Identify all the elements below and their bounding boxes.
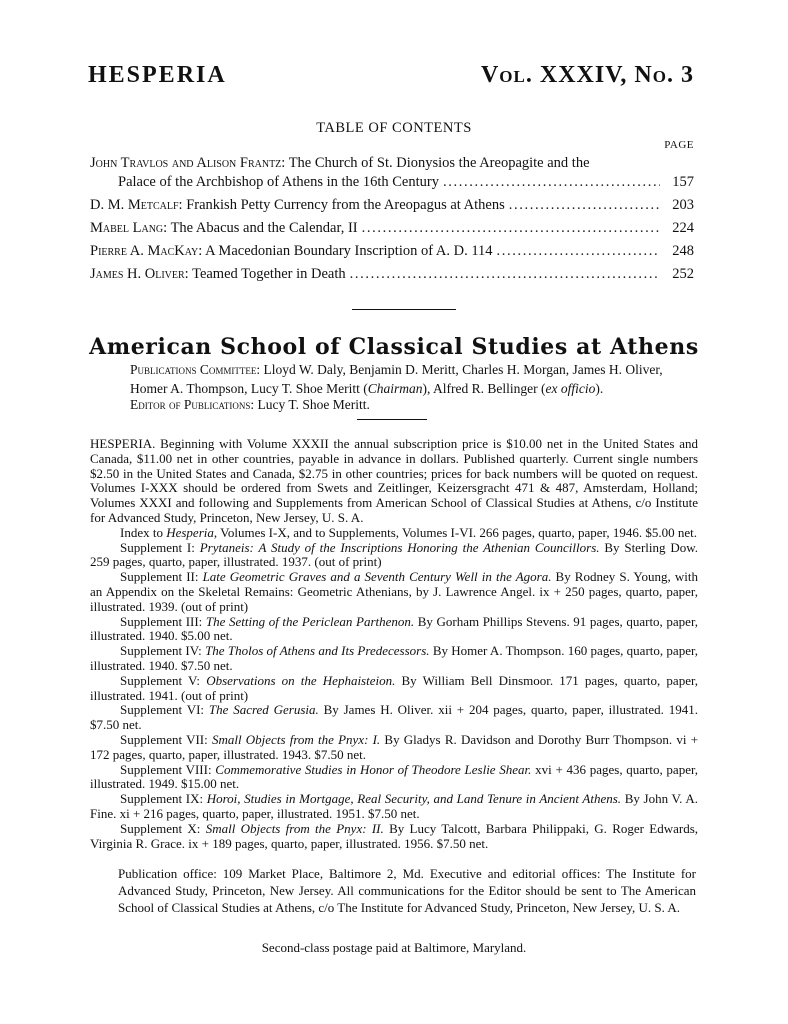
- supplement-item[interactable]: Supplement IX: Horoi, Studies in Mortgage, Real Security, and Land Tenure in Ancient Athens. By John V. A. Fine. xi + 216 pages, quarto, paper, illustrated. 1951. $7.50 net.: [90, 791, 698, 821]
- toc-entry[interactable]: [90, 219, 694, 238]
- toc-leader: [362, 219, 660, 238]
- toc-leader: [509, 196, 660, 215]
- toc-article-title: Frankish Petty Currency from the Areopagus at Athens: [186, 197, 505, 213]
- toc-author: Pierre A. MacKay:: [90, 243, 203, 259]
- committee-members-cont: ), Alfred R. Bellinger (: [422, 381, 546, 396]
- volume-number: Vol. XXXIV, No. 3: [480, 62, 694, 88]
- toc-author: D. M. Metcalf:: [90, 197, 183, 213]
- postage-note: Second-class postage paid at Baltimore, Maryland.: [261, 940, 527, 955]
- toc-author: James H. Oliver:: [90, 266, 189, 282]
- toc-article-title: Teamed Together in Death: [192, 266, 346, 282]
- divider: [357, 419, 427, 420]
- toc-author: Mabel Lang:: [90, 220, 168, 236]
- subscription-paragraph: HESPERIA. Beginning with Volume XXXII the annual subscription price is $10.00 net in the United States and Canada, $11.00 net in other countries, payable in advance in dollars. Published quarterly. Current single numbers $2.50 in the United States and Canada, $2.75 in other countries; prices for back numbers will be quoted on request. Volumes I-XXX should be ordered from Swets and Zeitlinger, Keizersgracht 471 & 487, Amsterdam, Holland; Volumes XXXI and following and Supplements from American School of Classical Studies at Athens, c/o Institute for Advanced Study, Princeton, New Jersey, U. S. A.: [90, 436, 698, 525]
- toc-page-number: 203: [672, 197, 694, 213]
- supplement-item[interactable]: Supplement I: Prytaneis: A Study of the Inscriptions Honoring the Athenian Councillors. By Sterling Dow. 259 pages, quarto, paper, illustrated. 1937. (out of print): [90, 539, 699, 570]
- toc-article-title: A Macedonian Boundary Inscription of A. D. 114: [205, 243, 493, 259]
- society-name: American School of Classical Studies at Athens: [89, 334, 699, 360]
- toc-page-label: PAGE: [664, 139, 694, 151]
- table-of-contents: [90, 154, 694, 288]
- editor-line: [130, 395, 690, 414]
- publications-committee: [130, 360, 680, 398]
- divider: [352, 309, 456, 310]
- index-paragraph: Index to Hesperia, Volumes I-X, and to Supplements, Volumes I-VI. 266 pages, quarto, paper, 1946. $5.00 net.: [120, 524, 697, 540]
- toc-page-number: 252: [672, 266, 694, 282]
- publication-office: Publication office: 109 Market Place, Baltimore 2, Md. Executive and editorial offices: The Institute for Advanced Study, Princeton, New Jersey. All communications for the Editor should be sent to The American School of Classical Studies at Athens, c/o The Institute for Advanced Study, Princeton, New Jersey, U. S. A.: [118, 866, 696, 915]
- committee-members-end: ).: [595, 381, 604, 396]
- supplement-item[interactable]: Supplement V: Observations on the Hephaisteion. By William Bell Dinsmoor. 171 pages, quarto, paper, illustrated. 1941. (out of print): [90, 672, 699, 703]
- toc-title: TABLE OF CONTENTS: [316, 120, 472, 136]
- ex-officio-note: ex officio: [545, 381, 596, 396]
- editor-name: Lucy T. Shoe Meritt.: [257, 397, 370, 412]
- supplement-item[interactable]: Supplement VII: Small Objects from the Pnyx: I. By Gladys R. Davidson and Dorothy Burr Thompson. vi + 172 pages, quarto, paper, illustrated. 1943. $7.50 net.: [90, 731, 699, 762]
- supplement-item[interactable]: Supplement X: Small Objects from the Pnyx: II. By Lucy Talcott, Barbara Philippaki, G. Roger Edwards, Virginia R. Grace. ix + 189 pages, quarto, paper, illustrated. 1956. $7.50 net.: [90, 820, 699, 851]
- committee-label: Publications Committee:: [130, 362, 261, 377]
- supplement-item[interactable]: Supplement III: The Setting of the Periclean Parthenon. By Gorham Phillips Stevens. 91 pages, quarto, paper, illustrated. 1940. $5.00 net.: [90, 613, 698, 644]
- toc-article-title: The Church of St. Dionysios the Areopagite and the: [288, 155, 590, 171]
- editor-label: Editor of Publications:: [130, 397, 255, 412]
- toc-leader: [350, 265, 660, 284]
- toc-page-number: 248: [672, 243, 694, 259]
- chairman-note: Chairman: [367, 381, 423, 396]
- supplement-item[interactable]: Supplement IV: The Tholos of Athens and Its Predecessors. By Homer A. Thompson. 160 pages, quarto, paper, illustrated. 1940. $7.50 net.: [90, 643, 699, 673]
- toc-leader: [497, 242, 660, 261]
- journal-title: HESPERIA: [88, 62, 227, 88]
- toc-leader: [443, 173, 660, 192]
- toc-entry[interactable]: [90, 242, 694, 261]
- supplement-item[interactable]: Supplement II: Late Geometric Graves and a Seventh Century Well in the Agora. By Rodney S. Young, with an Appendix on the Skeletal Remains: Geometric Athenians, by J. Lawrence Angel. ix + 250 pages, quarto, paper, illustrated. 1939. (out of print): [90, 569, 698, 614]
- supplement-item[interactable]: Supplement VIII: Commemorative Studies in Honor of Theodore Leslie Shear. xvi + 436 pages, quarto, paper, illustrated. 1949. $15.00 net.: [90, 761, 699, 792]
- toc-entry[interactable]: [90, 154, 694, 192]
- supplement-item[interactable]: Supplement VI: The Sacred Gerusia. By James H. Oliver. xii + 204 pages, quarto, paper, illustrated. 1941. $7.50 net.: [90, 702, 698, 733]
- toc-entry[interactable]: [90, 265, 694, 284]
- subscription-info: [90, 437, 698, 851]
- toc-page-number: 224: [672, 220, 694, 236]
- committee-members: Lloyd W. Daly, Benjamin D. Meritt, Charles H. Morgan, James H. Oliver, Homer A. Thompson, Lucy T. Shoe Meritt (: [130, 362, 663, 396]
- page-header: [88, 62, 694, 96]
- toc-page-number: 157: [672, 174, 694, 190]
- toc-article-title: The Abacus and the Calendar, II: [170, 220, 358, 236]
- toc-entry[interactable]: [90, 196, 694, 215]
- toc-article-title-cont: Palace of the Archbishop of Athens in the 16th Century: [118, 174, 439, 190]
- toc-author: John Travlos and Alison Frantz:: [90, 155, 286, 171]
